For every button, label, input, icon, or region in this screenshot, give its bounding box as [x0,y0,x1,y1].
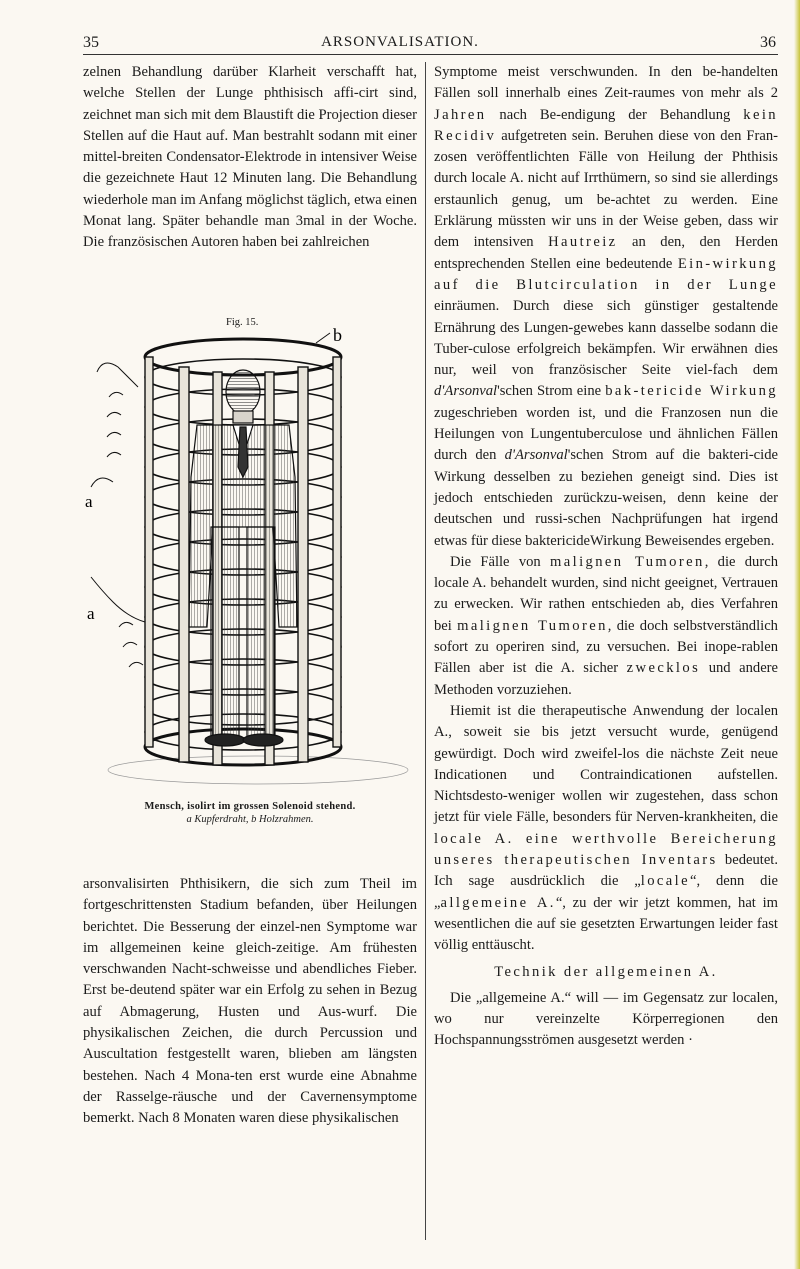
page-number-left: 35 [83,34,99,51]
emphasis: Ein-wirkung auf die Blutcirculation in der Lunge [434,255,778,293]
text-run: , die doch selbstverständlich sofort zu operiren sind, zu versuchen. Bei inope-rablen Fällen aber ist die A. sicher [434,617,778,677]
marker-a-top: a [85,492,93,511]
text-run: an den, den Herden entsprechenden Stellen eine bedeutende [434,234,778,272]
emphasis: locale A. eine werthvolle Bereicherung unseres therapeutischen Inventars [434,830,778,868]
page-edge [794,0,800,1269]
text-run: 'schen Strom eine [497,383,606,400]
paragraph [434,552,778,701]
text-run: Hiemit ist die therapeutische Anwendung der localen A., soweit sie bis jetzt versucht wurde, genügend gewürdigt. Doch wird zweifel-los die nächste Zeit neue Indicationen und Contraindicationen aufstellen. Nichtsdesto-weniger wollen wir zugestehen, dass schon jetzt für viele Fälle, besonders für Nerven-krankheiten, die [434,702,778,826]
text-run: und andere Methoden vorzuziehen. [434,660,779,698]
left-column-top-text [83,62,417,254]
text-run: “, denn die „ [434,873,778,911]
italic-name: d'Arsonval [504,447,568,464]
paragraph [434,62,778,552]
text-run: nach Be-endigung der Behandlung [486,106,744,123]
text-run: , die durch locale A. behandelt wurden, sind nicht geeignet, Vertrauen zu erwecken. Wir rathen entschieden ab, dies Verfahren bei [434,553,778,634]
text-run: aufgetreten sein. Beruhen diese von den Fran-zosen veröffentlichten Fälle von Heilung der Phthisis durch locale A. nicht auf Irrthümern, so sind sie allerdings erstaunlich genug, um be-achtet zu werden. Eine Erklärung müssten wir uns in der Weise geben, dass wir dem intensiven [434,127,778,251]
emphasis: allgemeine A. [440,894,556,911]
marker-b: b [333,327,342,345]
emphasis: Hautreiz [548,234,618,251]
text-run: bedeutet. Ich sage ausdrücklich die „ [434,851,778,890]
italic-name: d'Arsonval [434,383,498,400]
solenoid-figure [83,327,417,797]
emphasis: bak-tericide Wirkung [605,383,778,400]
column-divider [425,62,426,1240]
section-heading: Technik der allgemeinen A. [494,964,718,981]
page-number-right: 36 [760,34,776,51]
paragraph: Die „allgemeine A.“ will — im Gegensatz zur localen, wo nur vereinzelte Körperregionen den Hochspannungsströmen ausgesetzt werden · [434,989,778,1049]
paragraph [434,701,778,957]
text-run: Die Fälle von [450,553,550,570]
left-column-bottom-text [83,874,417,1130]
right-column-text [434,62,778,1052]
marker-a-bottom: a [87,604,95,623]
header-rule [83,54,778,55]
emphasis: locale [640,873,691,890]
figure-caption: Mensch, isolirt im grossen Solenoid stehend. [144,801,356,812]
emphasis: kein Recidiv [434,106,778,144]
figure-legend-text: a Kupferdraht, b Holzrahmen. [186,814,314,825]
text-run: Symptome meist verschwunden. In den be-handelten Fällen soll innerhalb eines Zeit-raumes von mehr als 2 [434,64,778,102]
text-run: 'schen Strom auf die bakteri-cide Wirkung desselben zu beziehen geneigt sind. Dies ist jedoch entschieden zurückzu-weisen, denn keine der deutschen und russi-schen Nachprüfungen hat irgend etwas für diese baktericideWirkung Beweisendes ergeben. [434,447,778,549]
running-title: ARSONVALISATION. [321,34,479,50]
figure-legend [83,813,417,826]
paragraph: zelnen Behandlung darüber Klarheit verschafft hat, welche Stellen der Lunge phthisisch affi-cirt sind, zeichnet man sich mit dem Blaustift die Projection dieser Stellen auf die Haut auf. Man bestrahlt sodann mit einer mittel-breiten Condensator-Elektrode in intensiver Weise die gezeichnete Haut 12 Minuten lang. Die Behandlung wiederhole man im Anfang möglichst täglich, etwa einen Monat lang. Später behandle man 3mal in der Woche. Die französischen Autoren haben bei zahlreichen [83,64,417,251]
emphasis: zwecklos [626,660,701,677]
text-run: einräumen. Durch diese sich günstiger gestaltende Ernährung des Lungen-gewebes kann dasselbe sodann die Tuber-culose erfolgreich bekämpfen. Wir erwähnen dies nur, weil von französischer Seite viel-fach dem [434,298,778,379]
emphasis: malignen Tumoren [457,617,608,634]
emphasis: Jahren [434,106,487,123]
figure-label: Fig. 15. [226,317,259,328]
paragraph: arsonvalisirten Phthisikern, die sich zum Theil im fortgeschrittensten Stadium befanden, über Heilungen berichtet. Die Besserung der einzel-nen Symptome war im allgemeinen keine gleich-zeitige. Am frühesten verschwanden Nacht-schweisse und abendliches Fieber. Erst be-deutend später war ein Erfolg zu sehen in Bezug auf Abmagerung, Husten und Aus-wurf. Die physikalischen Zeichen, die durch Percussion und Auscultation festgestellt waren, blieben am längsten bestehen. Nach 4 Mona-ten erst wurde eine Abnahme der Rasselge-räusche und der Cavernensymptome bemerkt. Nach 8 Monaten waren diese physikalischen [83,876,417,1127]
text-run: “, zu der wir jetzt kommen, hat im wesentlichen die auf sie gesetzten Erwartungen leider fast völlig enttäuscht. [434,894,779,954]
text-run: zugeschrieben worden ist, und die Franzosen nun die Heilungen von Lungentuberculose und ähnlichen Fällen durch den [434,404,778,464]
emphasis: malignen Tumoren [550,553,705,570]
